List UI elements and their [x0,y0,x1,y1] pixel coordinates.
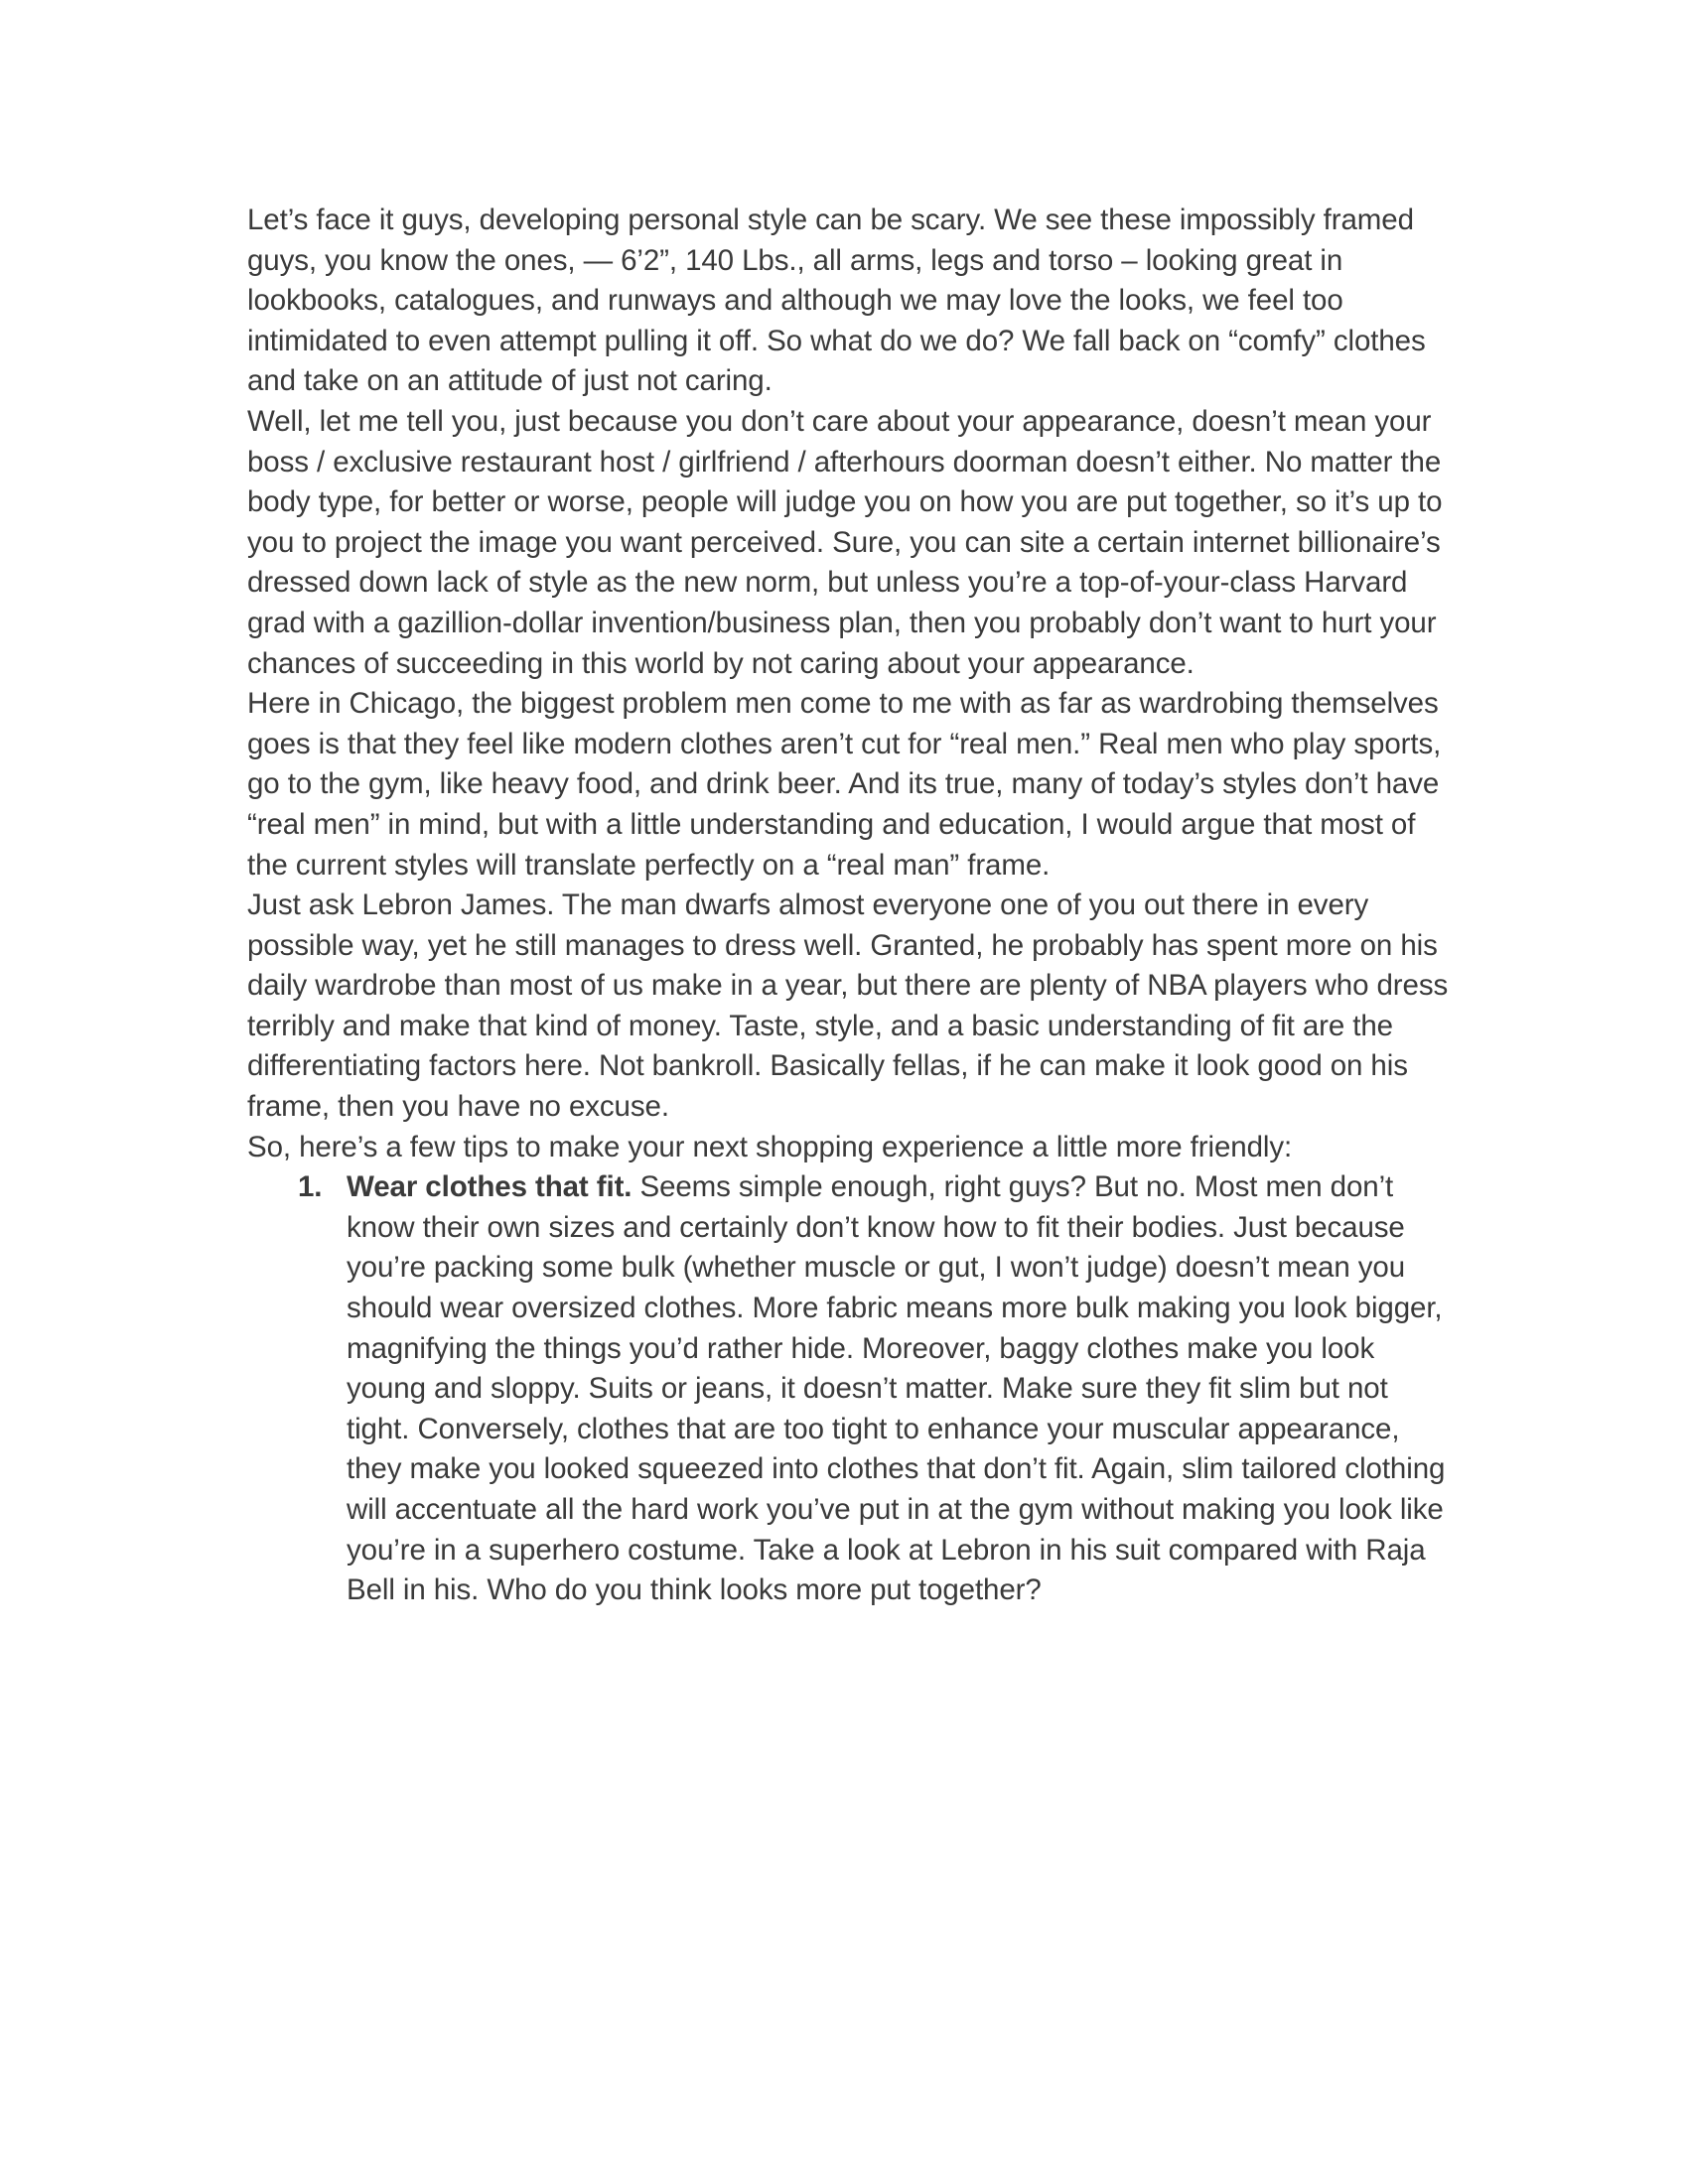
list-item [247,1167,1459,1611]
document-body [247,201,1459,1611]
list-item-number: 1. [298,1170,323,1204]
paragraph-lebron: Just ask Lebron James. The man dwarfs almost everyone one of you out there in every possible way, yet he still manages to dress well. Granted, he probably has spent more on his daily wardrobe than most of us make in a year, but there are plenty of NBA players who dress terribly and make that kind of money. Taste, style, and a basic understanding of fit are the differentiating factors here. Not bankroll. Basically fellas, if he can make it look good on his frame, then you have no excuse. [247,888,1449,1124]
paragraph-tips-intro: So, here’s a few tips to make your next shopping experience a little more friendly: [247,1130,1293,1163]
paragraph-chicago: Here in Chicago, the biggest problem men come to me with as far as wardrobing themselves goes is that they feel like modern clothes aren’t cut for “real men.” Real men who play sports, go to the gym, like heavy food, and drink beer. And its true, many of today’s styles don’t have “real men” in mind, but with a little understanding and education, I would argue that most of the current styles will translate perfectly on a “real man” frame. [247,687,1442,882]
tips-list [247,1167,1459,1611]
paragraph-intro: Let’s face it guys, developing personal style can be scary. We see these impossibly framed guys, you know the ones, — 6’2”, 140 Lbs., all arms, legs and torso – looking great in lookbooks, catalogues, and runways and although we may love the looks, we feel too intimidated to even attempt pulling it off. So what do we do? We fall back on “comfy” clothes and take on an attitude of just not caring. [247,204,1426,398]
list-item-title: Wear clothes that fit. [347,1170,633,1204]
list-item-body: Seems simple enough, right guys? But no. Most men don’t know their own sizes and certainly don’t know how to fit their bodies. Just because you’re packing some bulk (whether muscle or gut, I won’t judge) doesn’t mean you should wear oversized clothes. More fabric means more bulk making you look bigger, magnifying the things you’d rather hide. Moreover, baggy clothes make you look young and sloppy. Suits or jeans, it doesn’t matter. Make sure they fit slim but not tight. Conversely, clothes that are too tight to enhance your muscular appearance, they make you looked squeezed into clothes that don’t fit. Again, slim tailored clothing will accentuate all the hard work you’ve put in at the gym without making you look like you’re in a superhero costume. Take a look at Lebron in his suit compared with Raja Bell in his. Who do you think looks more put together? [347,1170,1446,1607]
paragraph-appearance: Well, let me tell you, just because you don’t care about your appearance, doesn’t mean your boss / exclusive restaurant host / girlfriend / afterhours doorman doesn’t either. No matter the body type, for better or worse, people will judge you on how you are put together, so it’s up to you to project the image you want perceived. Sure, you can site a certain internet billionaire’s dressed down lack of style as the new norm, but unless you’re a top-of-your-class Harvard grad with a gazillion-dollar invention/business plan, then you probably don’t want to hurt your chances of succeeding in this world by not caring about your appearance. [247,404,1443,680]
